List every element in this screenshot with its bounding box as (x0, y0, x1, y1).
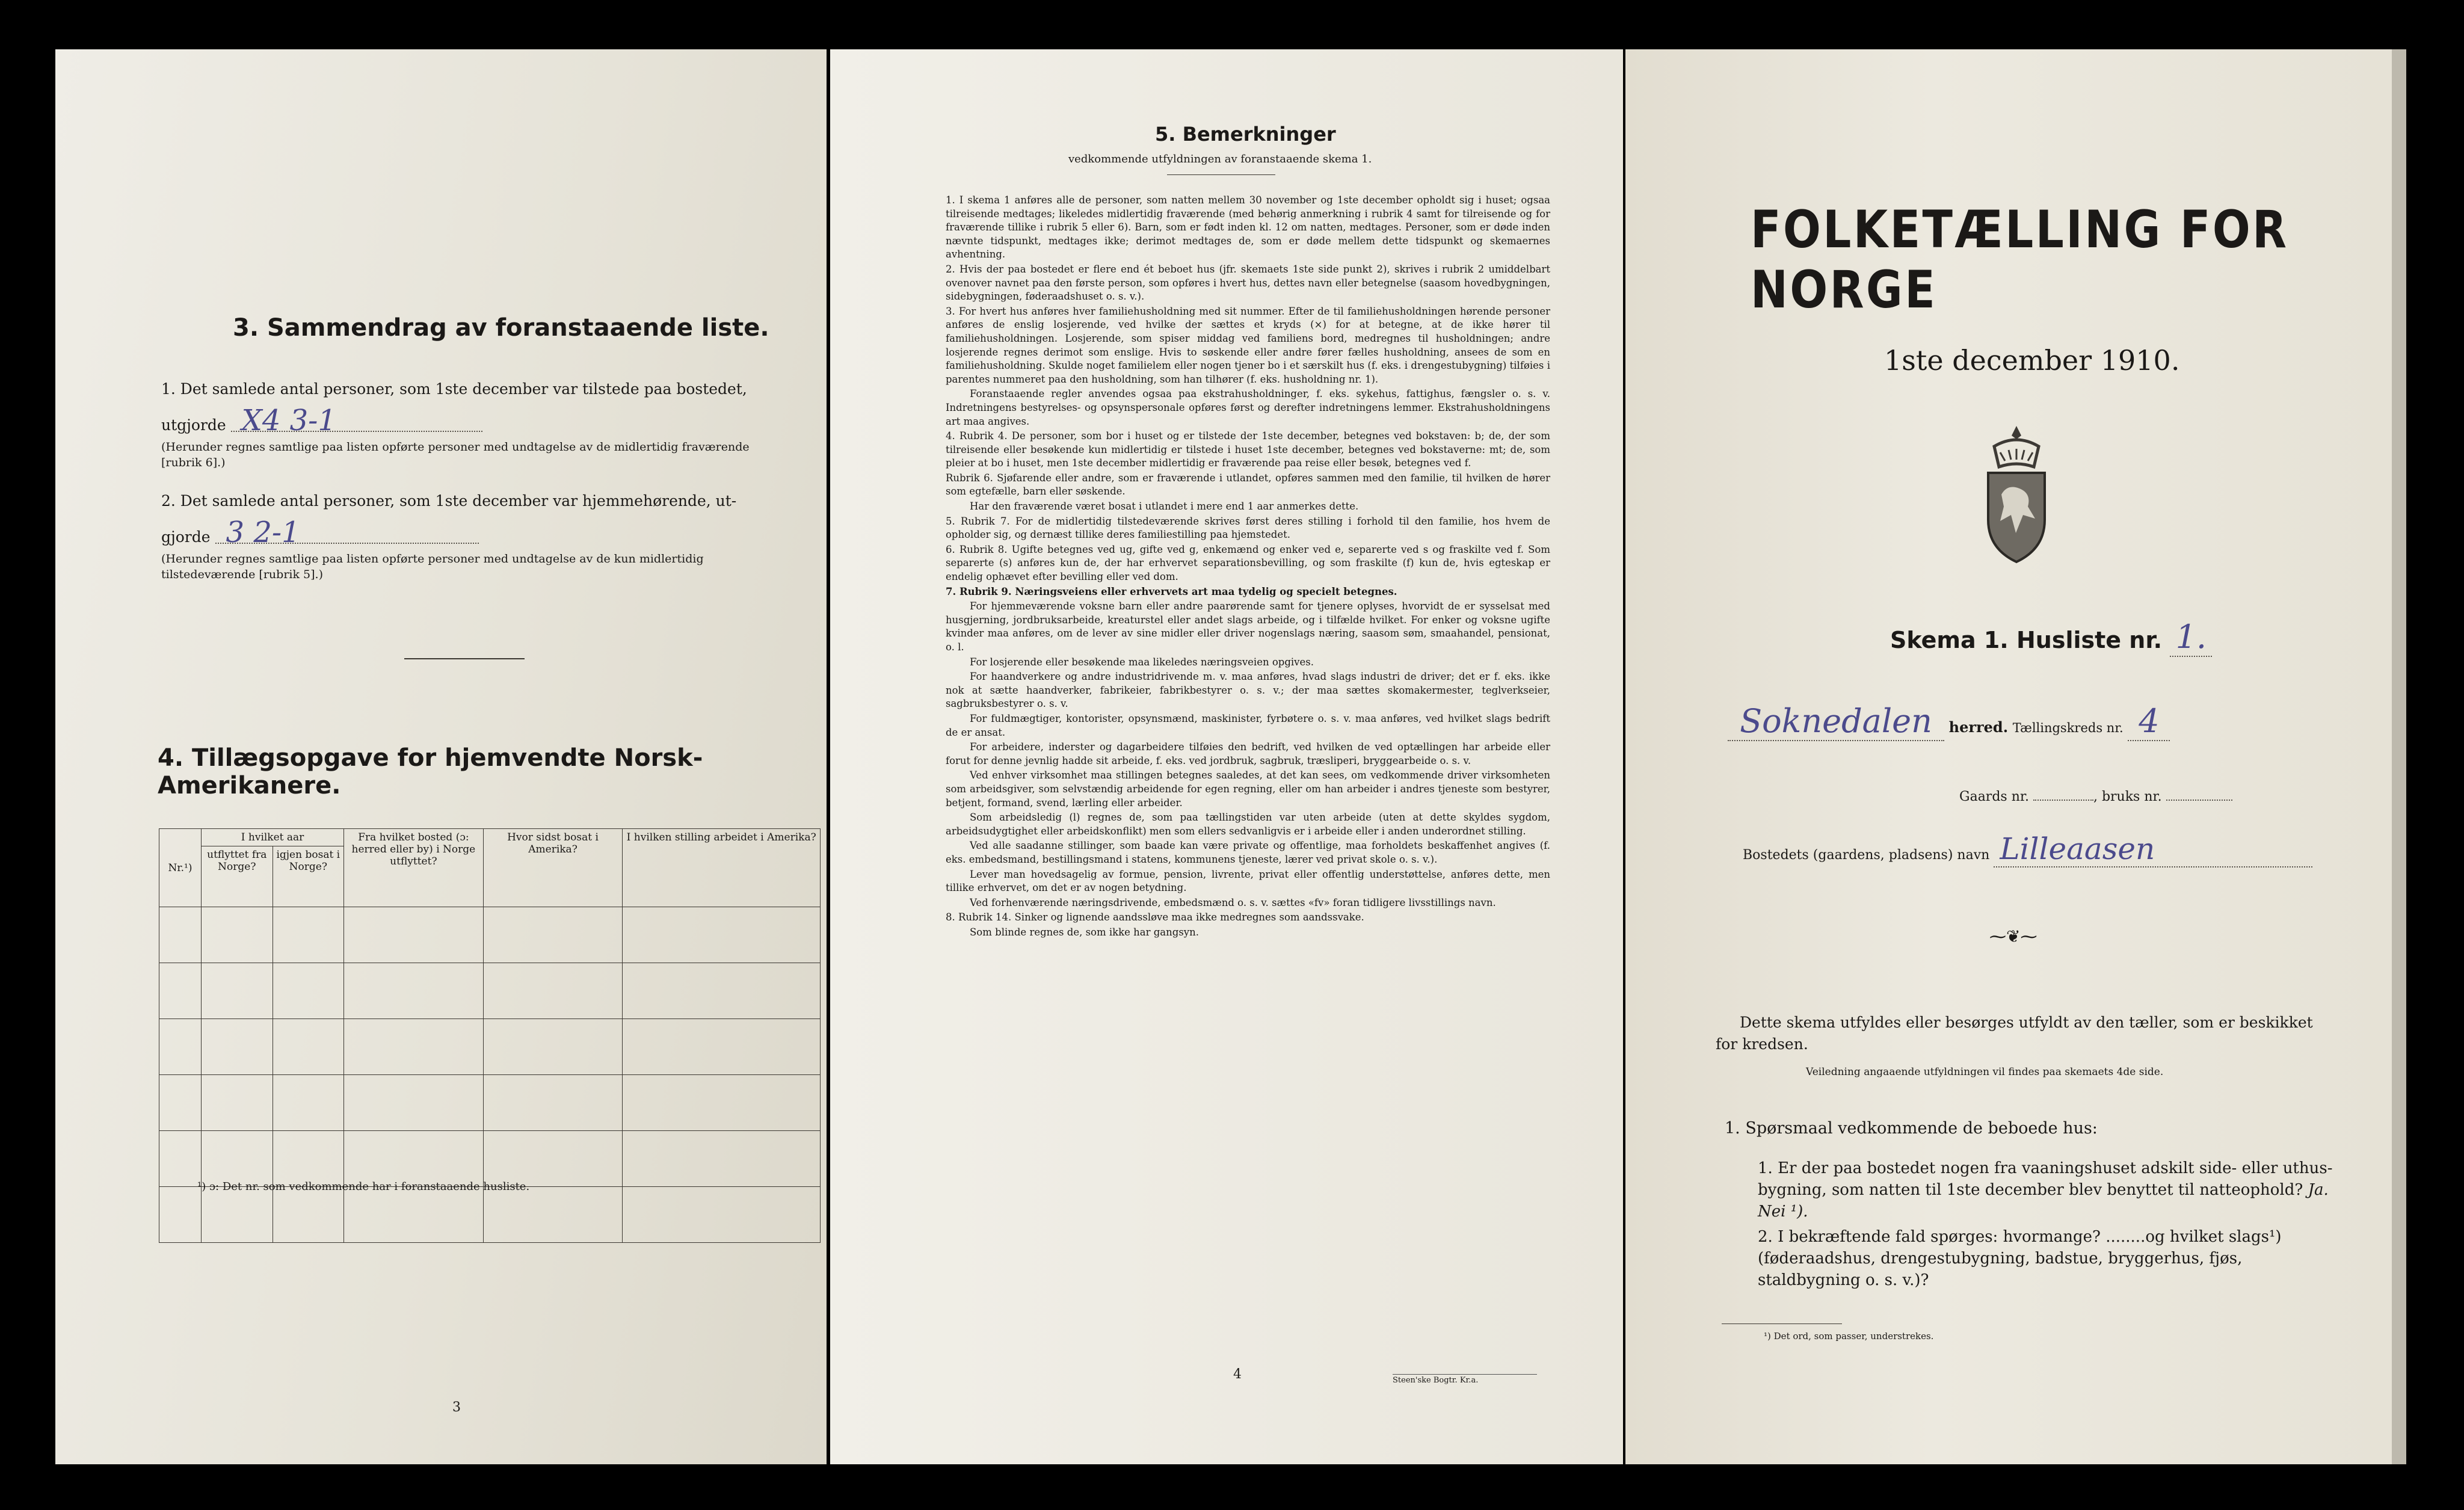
husliste-nr: 1. (2170, 618, 2212, 657)
bruks-value (2166, 800, 2232, 801)
questions-title: 1. Spørsmaal vedkommende de beboede hus: (1725, 1119, 2098, 1138)
gaards-value (2033, 800, 2093, 801)
remark-paragraph: Som arbeidsledig (l) regnes de, som paa tællingstiden var uten arbeide (uten at dette skyldes sygdom, arbeidsudygtighet eller arbeidskonflikt) men som ellers sedvanligvis er i arbeide eller i anden underordnet stilling. (946, 812, 1550, 837)
col-group-aar: I hvilket aar (202, 829, 344, 846)
section-3-title: 3. Sammendrag av foranstaaende liste. (233, 314, 769, 342)
remarks-subtitle: vedkommende utfyldningen av foranstaaende skema 1. (1068, 153, 1372, 165)
remark-paragraph: Som blinde regnes de, som ikke har gangsyn. (970, 926, 1199, 938)
gaards-label: Gaards nr. (1959, 789, 2029, 804)
col-nr: Nr.¹) (159, 829, 202, 907)
remark-paragraph: 3. For hvert hus anføres hver familiehusholdning med sit nummer. Efter de til familiehusholdningen hørende personer anføres de enslig losjerende, ved hvilke der sættes et kryds (×) for at betegne, at de ikke hører til familiehusholdningen. Losjerende, som spiser middag ved familiens bord, medregnes til husholdningen; andre losjerende regnes derimot som enslige. Hvis to søskende eller andre fører fælles husholdning, ansees de som en familiehusholdning. Skulde noget familielem eller nogen tjener bo i et særskilt hus (f. eks. i drengestubygning) tilføies i parentes nummeret paa den husholdning, som han tilhører (f. eks. husholdning nr. 1). (946, 305, 1550, 385)
col-stilling: I hvilken stilling arbeidet i Amerika? (623, 829, 821, 907)
remark-paragraph: Foranstaaende regler anvendes ogsaa paa ekstrahusholdninger, f. eks. sykehus, fattighus, fængsler o. s. v. Indretningens bestyrelses- og opsynspersonale opføres først og derefter indretningens lemmer. Ekstrahusholdningens art maa angives. (946, 388, 1550, 427)
census-title: FOLKETÆLLING FOR NORGE (1751, 200, 2289, 320)
table-row (159, 1019, 821, 1075)
remark-paragraph: Ved alle saadanne stillinger, som baade kan være private og offentlige, maa forholdets beskaffenhet angives (f. eks. embedsmand, bestillingsmand i statens, kommunens tjeneste, lærer ved privat skole o. s. v.). (946, 840, 1550, 865)
remark-paragraph: 4. Rubrik 4. De personer, som bor i huset og er tilstede der 1ste december, betegnes ved bokstaven: b; de, der som tilreisende eller besøkende kun midlertidig er tilstede i huset 1ste december, betegnes ved bokstaverne: mt; de, som pleier at bo i huset, men 1ste december midlertidig er fraværende paa reise eller besøk, betegnes ved f. (946, 430, 1550, 469)
skema-label: Skema 1. Husliste nr. (1890, 627, 2163, 653)
summary-item-1-label: utgjorde (161, 416, 226, 434)
remark-paragraph: Har den fraværende været bosat i utlandet i mere end 1 aar anmerkes dette. (970, 501, 1359, 513)
bosted-label: Bostedets (gaardens, pladsens) navn (1743, 848, 1990, 863)
divider (404, 658, 525, 659)
col-igjen: igjen bosat i Norge? (273, 846, 344, 907)
remark-paragraph: Lever man hovedsagelig av formue, pension, livrente, privat eller offentlig understøttelse, anføres dette, men tillike erhvervet, om det er av nogen betydning. (946, 868, 1550, 894)
summary-item-1: 1. Det samlede antal personer, som 1ste december var tilstede paa bostedet, (161, 380, 747, 398)
remark-paragraph: For haandverkere og andre industridrivende m. v. maa anføres, hvad slags industri de driver; det er f. eks. ikke nok at sætte haandverker, fabrikeier, fabrikbestyrer o. s. v.; der maa sættes skomakermester, teglverkseier, sagbruksbestyrer o. s. v. (946, 671, 1550, 710)
col-utflyttet: utflyttet fra Norge? (202, 846, 273, 907)
remarks-title: 5. Bemerkninger (1155, 123, 1336, 146)
page-3 (55, 49, 827, 1464)
remark-paragraph: Rubrik 6. Sjøfarende eller andre, som er fraværende i utlandet, opføres sammen med den familie, til hvilken de hører som egtefælle, barn eller søskende. (946, 472, 1550, 498)
table-row (159, 1131, 821, 1187)
table-footnote: ¹) ɔ: Det nr. som vedkommende har i foranstaaende husliste. (197, 1180, 530, 1193)
remark-paragraph: For losjerende eller besøkende maa likeledes næringsveien opgives. (970, 656, 1314, 668)
col-hvor: Hvor sidst bosat i Amerika? (483, 829, 623, 907)
section-4-title: 4. Tillægsopgave for hjemvendte Norsk-Amerikanere. (158, 744, 703, 800)
footnote: ¹) Det ord, som passer, understrekes. (1764, 1331, 1934, 1342)
printer-mark: Steen'ske Bogtr. Kr.a. (1393, 1374, 1537, 1385)
page-number: 4 (1233, 1367, 1242, 1382)
remark-paragraph: 5. Rubrik 7. For de midlertidig tilstedeværende skrives først deres stilling i forhold til den familie, hos hvem de opholder sig, og dernæst tillike deres familiestilling paa hjemstedet. (946, 515, 1550, 541)
remark-paragraph: Ved forhenværende næringsdrivende, embedsmænd o. s. v. sættes «fv» foran tidligere livsstillings navn. (970, 896, 1496, 908)
remark-paragraph: Ved enhver virksomhet maa stillingen betegnes saaledes, at det kan sees, om vedkommende driver virksomheten som arbeidsgiver, som selvstændig arbeidende for egen regning, eller om han arbeider i andres tjeneste som bestyrer, betjent, formand, svend, lærling eller arbeider. (946, 769, 1550, 809)
question-1-answer: Ja. Nei ¹). (1758, 1181, 2329, 1221)
page-1-cover: FOLKETÆLLING FOR NORGE 1ste december 1910. Skema 1. Husliste nr. 1. Soknedalen herred. Tællingskreds nr. 4 Gaards nr. , bruks nr. Bostedets (gaardens, pladsens) navn Lilleaasen ⁓❦⁓ Dette skema utfyldes eller besørges utfyldt av den tæller, som er beskikket for kredsen. Veiledning angaaende utfyldningen vil findes paa skemaets 4de side. 1. Spørsmaal vedkommende de beboede hus: 1. Er der paa bostedet nogen fra vaaningshuset adskilt side- eller uthus-bygning, som natten til 1ste december blev benyttet til natteophold? Ja. Nei ¹). 2. I bekræftende fald spørges: hvormange? ........og hvilket slags¹) (føderaadshus, drengestubygning, badstue, bryggerhus, fjøs, staldbygning o. s. v.)? ¹) Det ord, som passer, understrekes. (1625, 49, 2406, 1464)
remark-paragraph: For arbeidere, inderster og dagarbeidere tilføies den bedrift, ved hvilken de ved optællingen har arbeide eller forut for denne jevnlig hadde sit arbeide, f. eks. ved jordbruk, sagbruk, træsliperi, bryggearbeide o. s. v. (946, 741, 1550, 766)
summary-item-1-value: X4 3-1 (231, 410, 482, 432)
question-1: 1. Er der paa bostedet nogen fra vaaningshuset adskilt side- eller uthus-bygning, som natten til 1ste december blev benyttet til natteophold? (1758, 1159, 2333, 1199)
summary-item-2: 2. Det samlede antal personer, som 1ste december var hjemmehørende, ut- (161, 492, 737, 510)
veiledning-text: Veiledning angaaende utfyldningen vil findes paa skemaets 4de side. (1806, 1066, 2164, 1078)
summary-item-2-value: 3 2-1 (215, 522, 479, 544)
census-date: 1ste december 1910. (1884, 344, 2180, 377)
table-row (159, 907, 821, 963)
ornament-divider-icon: ⁓❦⁓ (1989, 926, 2037, 946)
summary-item-2-note: (Herunder regnes samtlige paa listen opførte personer med undtagelse av de kun midlertidig tilstedeværende [rubrik 5].) (161, 552, 704, 581)
kreds-label: Tællingskreds nr. (2012, 721, 2124, 735)
remarks-body (946, 194, 1550, 940)
remark-paragraph: For hjemmeværende voksne barn eller andre paarørende samt for tjenere oplyses, hvorvidt de er sysselsat med husgjerning, jordbruksarbeide, kreaturstel eller andet slags arbeide, og i tilfælde hvilket. For enker og voksne ugifte kvinder maa anføres, om de lever av sine midler eller driver nogenslags næring, saasom søm, smaahandel, pensionat, o. l. (946, 600, 1550, 653)
remark-paragraph: 2. Hvis der paa bostedet er flere end ét beboet hus (jfr. skemaets 1ste side punkt 2), skrives i rubrik 2 umiddelbart ovenover navnet paa den første person, som opføres i hvert hus, dettes navn eller betegnelse (saasom hovedbygningen, sidebygningen, føderaadshuset o. s. v.). (946, 263, 1550, 303)
page-4 (830, 49, 1623, 1464)
remark-paragraph: 6. Rubrik 8. Ugifte betegnes ved ug, gifte ved g, enkemænd og enker ved e, separerte ved s og fraskilte ved f. Som separerte (s) anføres kun de, der har erhvervet separationsbevilling, og som fraskilte (f) kun de, hvis egteskap er endelig ophævet efter bevilling eller ved dom. (946, 543, 1550, 583)
remark-paragraph: For fuldmægtiger, kontorister, opsynsmænd, maskinister, fyrbøtere o. s. v. maa anføres, ved hvilket slags bedrift de er ansat. (946, 712, 1550, 738)
remark-paragraph: 8. Rubrik 14. Sinker og lignende aandssløve maa ikke medregnes som aandssvake. (946, 911, 1364, 923)
summary-item-2-label: gjorde (161, 528, 211, 546)
herred-label: herred. (1948, 718, 2009, 736)
bruks-label: bruks nr. (2101, 789, 2162, 804)
remark-paragraph: 7. Rubrik 9. Næringsveiens eller erhvervets art maa tydelig og specielt betegnes. (946, 585, 1397, 597)
divider (1167, 174, 1275, 175)
table-row (159, 963, 821, 1019)
table-row (159, 1187, 821, 1243)
kreds-value: 4 (2128, 702, 2170, 741)
col-fra: Fra hvilket bosted (ɔ: herred eller by) i Norge utflyttet? (344, 829, 484, 907)
table-row (159, 1075, 821, 1131)
instruction-text: Dette skema utfyldes eller besørges utfyldt av den tæller, som er beskikket for kredsen. (1716, 1014, 2313, 1053)
bosted-value: Lilleaasen (1994, 831, 2312, 867)
summary-item-1-note: (Herunder regnes samtlige paa listen opførte personer med undtagelse av de midlertidig fraværende [rubrik 6].) (161, 440, 750, 469)
remark-paragraph: 1. I skema 1 anføres alle de personer, som natten mellem 30 november og 1ste december opholdt sig i huset; ogsaa tilreisende medtages; likeledes midlertidig fraværende (med behørig anmerkning i rubrik 4 samt for tilreisende og for fraværende tillike i rubrik 5 eller 6). Barn, som er født inden kl. 12 om natten, medtages. Personer, som er døde inden nævnte tidspunkt, medtages ikke; derimot medtages de, som er døde mellem dette tidspunkt og skemaernes avhentning. (946, 194, 1550, 260)
question-2: 2. I bekræftende fald spørges: hvormange? ........og hvilket slags¹) (føderaadshus, drengestubygning, badstue, bryggerhus, fjøs, staldbygning o. s. v.)? (1758, 1228, 2282, 1289)
page-number: 3 (452, 1400, 461, 1415)
herred-value: Soknedalen (1728, 702, 1944, 741)
coat-of-arms-icon (1977, 422, 2056, 567)
